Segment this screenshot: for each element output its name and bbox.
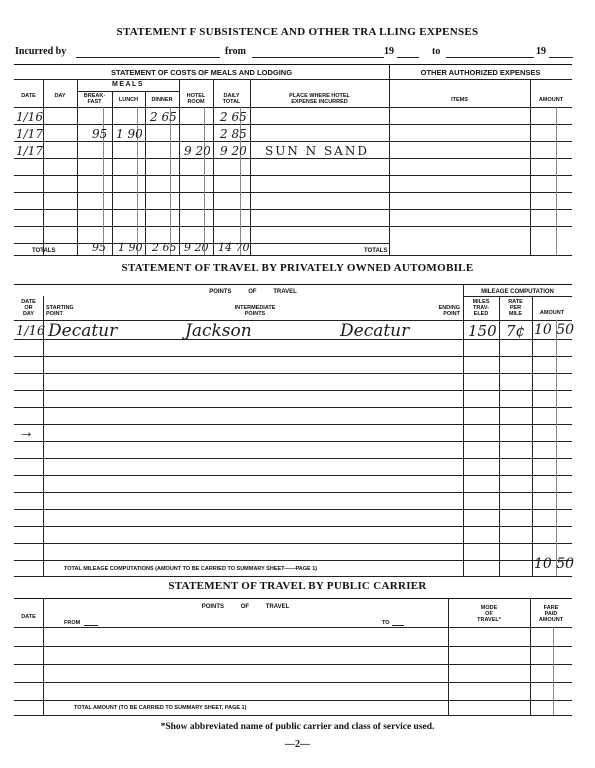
row-lunch: 1 90 xyxy=(116,127,143,141)
col-intermediate-points: INTERMEDIATE POINTS xyxy=(234,305,276,317)
col-fare-paid: FARE PAID AMOUNT xyxy=(538,605,564,623)
col-amount: AMOUNT xyxy=(538,97,564,103)
row-date: 1/17 xyxy=(16,127,43,141)
year-field-2[interactable] xyxy=(549,57,573,58)
public-total-label: TOTAL AMOUNT (TO BE CARRIED TO SUMMARY SHEET, PAGE 1) xyxy=(74,705,247,711)
from-blank[interactable] xyxy=(84,625,98,626)
col-from: FROM xyxy=(64,620,81,626)
mileage-heading: MILEAGE COMPUTATION xyxy=(481,289,554,295)
from-field[interactable] xyxy=(252,57,384,58)
row-breakfast: 95 xyxy=(92,127,108,141)
year-label-1: 19 xyxy=(384,46,394,57)
public-points-of-travel-label: POINTS OF TRAVEL xyxy=(201,604,290,610)
col-day: DAY xyxy=(54,93,66,99)
from-label: from xyxy=(225,46,246,57)
col-mode-of-travel: MODE OF TRAVEL* xyxy=(477,605,501,623)
col-hotel-room: HOTEL ROOM xyxy=(186,93,206,105)
row-daily-total: 9 20 xyxy=(220,144,247,158)
arrow-icon: → xyxy=(18,424,34,441)
to-label: to xyxy=(432,46,441,57)
row-dinner: 2 65 xyxy=(150,110,177,124)
col-date: DATE xyxy=(21,93,36,99)
col-rate-per-mile: RATE PER MILE xyxy=(508,299,523,317)
row-date: 1/16 xyxy=(16,110,43,124)
row-hotel-room: 9 20 xyxy=(184,144,211,158)
col-auto-amount: AMOUNT xyxy=(539,310,565,316)
total-mileage-amount: 10 50 xyxy=(534,556,575,572)
row-starting-point: Decatur xyxy=(48,321,118,341)
row-daily-total: 2 65 xyxy=(220,110,247,124)
col-meals: MEALS xyxy=(112,81,144,88)
col-starting-point: STARTING POINT xyxy=(46,305,74,317)
col-items: ITEMS xyxy=(451,97,468,103)
row-place: SUN N SAND xyxy=(265,144,369,158)
public-carrier-heading: STATEMENT OF TRAVEL BY PUBLIC CARRIER xyxy=(168,580,427,592)
form-title: STATEMENT F SUBSISTENCE AND OTHER TRA LLING EXPENSES xyxy=(116,26,479,38)
points-of-travel-label: POINTS OF TRAVEL xyxy=(209,289,297,295)
row-date: 1/16 xyxy=(16,324,46,339)
total-breakfast: 95 xyxy=(92,241,106,254)
total-lunch: 1 90 xyxy=(118,241,143,254)
total-dinner: 2 65 xyxy=(152,241,177,254)
totals-label-right: TOTALS xyxy=(364,248,388,254)
col-ending-point: ENDING POINT xyxy=(438,305,460,317)
col-place: PLACE WHERE HOTEL EXPENSE INCURRED xyxy=(289,93,350,105)
total-mileage-label: TOTAL MILEAGE COMPUTATIONS (AMOUNT TO BE CARRIED TO SUMMARY SHEET——PAGE 1) xyxy=(64,566,318,572)
col-public-date: DATE xyxy=(21,614,36,620)
col-daily-total: DAILY TOTAL xyxy=(222,93,241,105)
col-miles-traveled: MILES TRAV- ELED xyxy=(472,299,490,317)
auto-heading: STATEMENT OF TRAVEL BY PRIVATELY OWNED AUTOMOBILE xyxy=(121,262,474,274)
other-expenses-heading: OTHER AUTHORIZED EXPENSES xyxy=(420,68,541,77)
totals-label: TOTALS xyxy=(32,248,56,254)
row-ending-point: Decatur xyxy=(340,321,410,341)
row-daily-total: 2 85 xyxy=(220,127,247,141)
year-label-2: 19 xyxy=(536,46,546,57)
to-blank[interactable] xyxy=(392,625,404,626)
col-dinner: DINNER xyxy=(151,97,173,103)
carrier-footnote: *Show abbreviated name of public carrier and class of service used. xyxy=(160,722,435,732)
row-rate: 7¢ xyxy=(506,322,526,340)
col-to: TO xyxy=(382,620,390,626)
col-breakfast: BREAK- FAST xyxy=(83,93,106,105)
incurred-by-label: Incurred by xyxy=(15,46,67,57)
col-date-or-day: DATE OR DAY xyxy=(21,299,36,317)
total-hotel-room: 9 20 xyxy=(184,241,209,254)
year-field-1[interactable] xyxy=(397,57,419,58)
incurred-by-field[interactable] xyxy=(76,57,220,58)
meals-heading: STATEMENT OF COSTS OF MEALS AND LODGING xyxy=(110,68,293,77)
row-date: 1/17 xyxy=(16,144,43,158)
row-amount: 10 50 xyxy=(534,322,575,338)
row-intermediate-points: Jackson xyxy=(185,321,252,341)
col-lunch: LUNCH xyxy=(118,97,139,103)
to-field[interactable] xyxy=(446,57,534,58)
row-miles: 150 xyxy=(468,322,497,340)
total-daily: 14 70 xyxy=(218,241,250,254)
page-number: —2— xyxy=(285,739,310,750)
